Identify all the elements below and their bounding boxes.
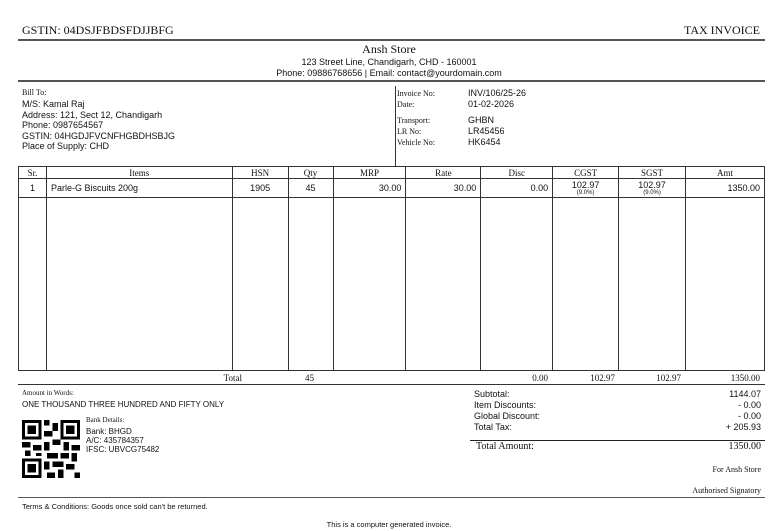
authorised-signatory: Authorised Signatory <box>692 486 761 495</box>
cell-cgst <box>553 179 619 198</box>
column-header: Disc <box>481 167 553 179</box>
cell-mrp: 30.00 <box>333 179 406 198</box>
summary-label: Global Discount: <box>474 411 541 421</box>
table-row <box>19 179 765 198</box>
signature-for: For Ansh Store <box>712 465 761 474</box>
invoice-field-value: GHBN <box>468 115 495 125</box>
summary-label: Total Tax: <box>474 422 512 432</box>
doc-title: TAX INVOICE <box>683 23 760 37</box>
cell-sgst <box>619 179 686 198</box>
seller-gstin: GSTIN: 04DSJFBDSFDJJBFG <box>22 23 174 37</box>
invoice-field-value: INV/106/25-26 <box>468 88 527 98</box>
total-disc: 0.00 <box>532 373 548 383</box>
total-sgst: 102.97 <box>656 373 681 383</box>
invoice-field-value: HK6454 <box>468 137 501 147</box>
footer-note: This is a computer generated invoice. <box>326 520 452 529</box>
invoice-field-value: LR45456 <box>468 126 505 136</box>
total-qty: 45 <box>305 373 314 383</box>
column-header: Sr. <box>19 167 47 179</box>
invoice-field-label: Invoice No: <box>397 89 435 98</box>
store-contact: Phone: 09886768656 | Email: contact@yourdomain.com <box>276 68 502 78</box>
invoice-field-value: 01-02-2026 <box>468 99 515 109</box>
invoice-details <box>397 88 597 148</box>
bill-to-details <box>22 99 175 152</box>
column-header: Items <box>46 167 232 179</box>
bank-label: Bank Details: <box>86 416 125 424</box>
cgst-rate: (9.0%) <box>576 190 595 196</box>
cell-disc: 0.00 <box>481 179 553 198</box>
total-label: Total <box>223 373 242 383</box>
invoice-field-label: LR No: <box>397 127 422 136</box>
invoice-field-label: Transport: <box>397 116 431 125</box>
total-row <box>18 373 765 383</box>
summary-value: - 0.00 <box>737 411 761 421</box>
cell-hsn: 1905 <box>232 179 288 198</box>
sgst-amount: 102.97 <box>638 180 666 190</box>
total-amt: 1350.00 <box>730 373 760 383</box>
total-amount-value: 1350.00 <box>728 441 761 452</box>
store-address: 123 Street Line, Chandigarh, CHD - 160001 <box>301 57 477 67</box>
summary-label: Item Discounts: <box>474 400 537 410</box>
bank-ifsc: IFSC: UBVCG75482 <box>86 445 160 454</box>
column-header: SGST <box>619 167 686 179</box>
summary-value: + 205.93 <box>725 422 761 432</box>
cell-item: Parle-G Biscuits 200g <box>46 179 232 198</box>
cell-qty: 45 <box>288 179 333 198</box>
words-label: Amount in Words: <box>22 389 74 397</box>
qr-code-icon <box>22 420 80 478</box>
terms: Terms & Conditions: Goods once sold can't be returned. <box>22 502 208 511</box>
place-of-supply: Place of Supply: CHD <box>22 141 110 151</box>
summary-value: - 0.00 <box>737 400 761 410</box>
column-header: Amt <box>686 167 765 179</box>
bank-account: A/C: 435784357 <box>86 436 144 445</box>
invoice-field-label: Vehicle No: <box>397 138 435 147</box>
summary <box>474 389 761 433</box>
customer-name: M/S: Kamal Raj <box>22 99 85 109</box>
sgst-rate: (9.0%) <box>643 190 661 196</box>
cell-rate: 30.00 <box>406 179 481 198</box>
amount-in-words: ONE THOUSAND THREE HUNDRED AND FIFTY ONLY <box>22 400 225 409</box>
store-name: Ansh Store <box>362 42 416 56</box>
cell-sr: 1 <box>19 179 47 198</box>
bank-name: Bank: BHGD <box>86 427 132 436</box>
customer-gstin: GSTIN: 04HGDJFVCNFHGBDHSBJG <box>22 130 176 141</box>
summary-label: Subtotal: <box>474 389 510 399</box>
column-header: Qty <box>288 167 333 179</box>
column-header: CGST <box>553 167 619 179</box>
column-header: Rate <box>406 167 481 179</box>
cgst-amount: 102.97 <box>571 180 600 190</box>
invoice-field-label: Date: <box>397 100 415 109</box>
total-amount-label: Total Amount: <box>476 441 534 452</box>
cell-amt: 1350.00 <box>686 179 765 198</box>
column-header: MRP <box>333 167 406 179</box>
column-header: HSN <box>232 167 288 179</box>
bill-to-label: Bill To: <box>22 88 47 97</box>
total-cgst: 102.97 <box>590 373 615 383</box>
items-table <box>18 166 765 371</box>
summary-value: 1144.07 <box>729 389 761 399</box>
customer-address: Address: 121, Sect 12, Chandigarh <box>22 109 163 120</box>
customer-phone: Phone: 0987654567 <box>22 120 104 130</box>
